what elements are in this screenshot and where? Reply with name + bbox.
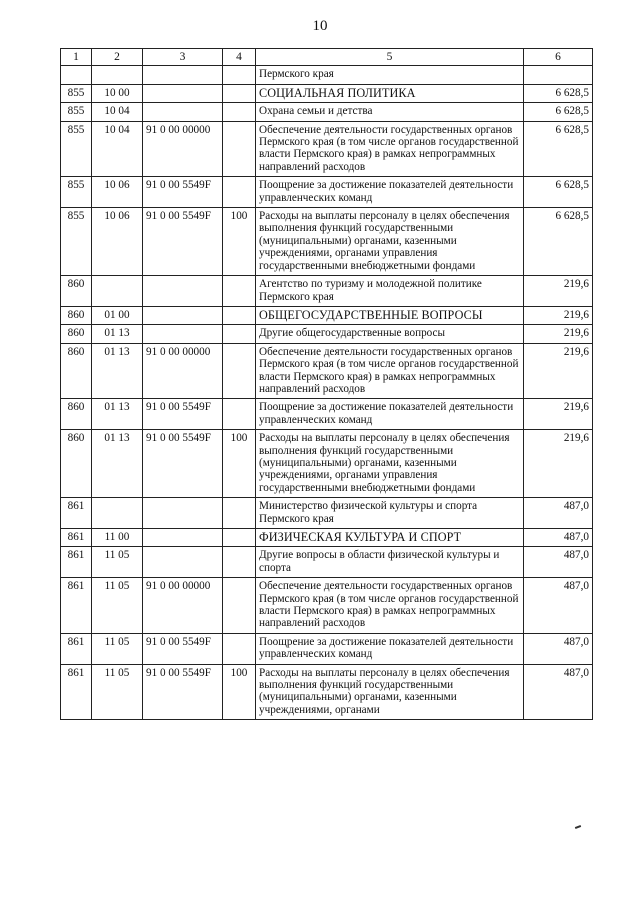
expense-type-cell [223,66,256,84]
target-article-cell: 91 0 00 00000 [143,121,223,177]
expense-type-cell [223,306,256,324]
amount-cell: 487,0 [524,498,593,529]
page-number: 10 [312,18,328,34]
admin-code-cell [61,66,92,84]
section-code-cell: 11 05 [92,633,143,664]
admin-code-cell: 860 [61,343,92,399]
expense-type-cell [223,103,256,121]
expense-type-cell [223,633,256,664]
target-article-cell [143,66,223,84]
description-cell: Расходы на выплаты персоналу в целях обеспечения выполнения функций государственными (муниципальными) органами, казенными учреждениями, органами [256,664,524,720]
table-row [61,430,593,498]
header-col-3: 3 [143,49,223,66]
admin-code-cell: 861 [61,529,92,547]
description-cell: Расходы на выплаты персоналу в целях обеспечения выполнения функций государственными (муниципальными) органами, казенными учреждениями, органами управления государственными внебюджетными фондами [256,430,524,498]
table-row [61,306,593,324]
expense-type-cell [223,325,256,343]
description-cell: ОБЩЕГОСУДАРСТВЕННЫЕ ВОПРОСЫ [256,306,524,324]
expense-type-cell [223,276,256,307]
table-row [61,177,593,208]
admin-code-cell: 860 [61,399,92,430]
table-row [61,498,593,529]
expense-type-cell [223,547,256,578]
admin-code-cell: 855 [61,103,92,121]
description-cell: Другие вопросы в области физической культуры и спорта [256,547,524,578]
expense-type-cell: 100 [223,208,256,276]
description-cell: Другие общегосударственные вопросы [256,325,524,343]
description-cell: Поощрение за достижение показателей деятельности управленческих команд [256,399,524,430]
expense-type-cell [223,529,256,547]
admin-code-cell: 855 [61,84,92,102]
description-cell: Расходы на выплаты персоналу в целях обеспечения выполнения функций государственными (муниципальными) органами, казенными учреждениями, органами управления государственными внебюджетными фондами [256,208,524,276]
amount-cell: 487,0 [524,547,593,578]
description-cell: Поощрение за достижение показателей деятельности управленческих команд [256,177,524,208]
target-article-cell [143,306,223,324]
budget-table [60,48,593,720]
amount-cell: 6 628,5 [524,103,593,121]
amount-cell: 487,0 [524,633,593,664]
target-article-cell: 91 0 00 5549F [143,399,223,430]
expense-type-cell [223,84,256,102]
amount-cell: 219,6 [524,276,593,307]
table-row [61,84,593,102]
description-cell: Поощрение за достижение показателей деятельности управленческих команд [256,633,524,664]
description-cell: Агентство по туризму и молодежной политике Пермского края [256,276,524,307]
table-row [61,633,593,664]
target-article-cell: 91 0 00 5549F [143,430,223,498]
table-row [61,399,593,430]
target-article-cell: 91 0 00 5549F [143,664,223,720]
section-code-cell: 01 00 [92,306,143,324]
table-row [61,121,593,177]
amount-cell: 219,6 [524,399,593,430]
admin-code-cell: 860 [61,276,92,307]
section-code-cell: 10 04 [92,103,143,121]
section-code-cell: 01 13 [92,430,143,498]
admin-code-cell: 861 [61,498,92,529]
table-row [61,343,593,399]
admin-code-cell: 860 [61,325,92,343]
admin-code-cell: 860 [61,430,92,498]
table-row [61,664,593,720]
section-code-cell: 11 05 [92,578,143,634]
table-body [61,66,593,720]
section-code-cell [92,276,143,307]
target-article-cell: 91 0 00 00000 [143,578,223,634]
amount-cell: 6 628,5 [524,84,593,102]
amount-cell: 219,6 [524,325,593,343]
table-row [61,208,593,276]
target-article-cell [143,103,223,121]
pen-mark [575,825,581,829]
table-row [61,325,593,343]
header-col-5: 5 [256,49,524,66]
section-code-cell: 11 05 [92,547,143,578]
section-code-cell: 10 06 [92,177,143,208]
description-cell: Обеспечение деятельности государственных органов Пермского края (в том числе органов государственной власти Пермского края) в рамках непрограммных направлений расходов [256,343,524,399]
target-article-cell: 91 0 00 5549F [143,633,223,664]
amount-cell: 487,0 [524,529,593,547]
amount-cell: 219,6 [524,306,593,324]
admin-code-cell: 861 [61,633,92,664]
table-row [61,578,593,634]
amount-cell: 487,0 [524,578,593,634]
target-article-cell [143,84,223,102]
description-cell: СОЦИАЛЬНАЯ ПОЛИТИКА [256,84,524,102]
table-row [61,547,593,578]
admin-code-cell: 855 [61,121,92,177]
section-code-cell: 10 00 [92,84,143,102]
target-article-cell: 91 0 00 5549F [143,208,223,276]
target-article-cell [143,498,223,529]
amount-cell: 6 628,5 [524,177,593,208]
expense-type-cell: 100 [223,430,256,498]
description-cell: Обеспечение деятельности государственных органов Пермского края (в том числе органов государственной власти Пермского края) в рамках непрограммных направлений расходов [256,578,524,634]
table-row [61,276,593,307]
expense-type-cell [223,498,256,529]
header-col-1: 1 [61,49,92,66]
section-code-cell: 10 06 [92,208,143,276]
header-col-4: 4 [223,49,256,66]
table-row [61,103,593,121]
expense-type-cell [223,343,256,399]
expense-type-cell [223,399,256,430]
expense-type-cell [223,177,256,208]
target-article-cell [143,547,223,578]
section-code-cell: 01 13 [92,343,143,399]
amount-cell: 219,6 [524,430,593,498]
expense-type-cell: 100 [223,664,256,720]
target-article-cell: 91 0 00 5549F [143,177,223,208]
admin-code-cell: 855 [61,208,92,276]
table-row [61,529,593,547]
admin-code-cell: 861 [61,547,92,578]
description-cell: Пермского края [256,66,524,84]
target-article-cell [143,529,223,547]
header-col-6: 6 [524,49,593,66]
target-article-cell [143,325,223,343]
section-code-cell: 11 00 [92,529,143,547]
description-cell: ФИЗИЧЕСКАЯ КУЛЬТУРА И СПОРТ [256,529,524,547]
amount-cell: 487,0 [524,664,593,720]
table-header-row [61,49,593,66]
expense-type-cell [223,121,256,177]
section-code-cell: 10 04 [92,121,143,177]
description-cell: Министерство физической культуры и спорта Пермского края [256,498,524,529]
table-row [61,66,593,84]
admin-code-cell: 861 [61,664,92,720]
admin-code-cell: 855 [61,177,92,208]
section-code-cell [92,498,143,529]
section-code-cell: 01 13 [92,325,143,343]
section-code-cell: 01 13 [92,399,143,430]
description-cell: Обеспечение деятельности государственных органов Пермского края (в том числе органов государственной власти Пермского края) в рамках непрограммных направлений расходов [256,121,524,177]
header-col-2: 2 [92,49,143,66]
section-code-cell [92,66,143,84]
amount-cell [524,66,593,84]
section-code-cell: 11 05 [92,664,143,720]
amount-cell: 6 628,5 [524,208,593,276]
amount-cell: 219,6 [524,343,593,399]
description-cell: Охрана семьи и детства [256,103,524,121]
admin-code-cell: 861 [61,578,92,634]
amount-cell: 6 628,5 [524,121,593,177]
target-article-cell: 91 0 00 00000 [143,343,223,399]
target-article-cell [143,276,223,307]
admin-code-cell: 860 [61,306,92,324]
expense-type-cell [223,578,256,634]
